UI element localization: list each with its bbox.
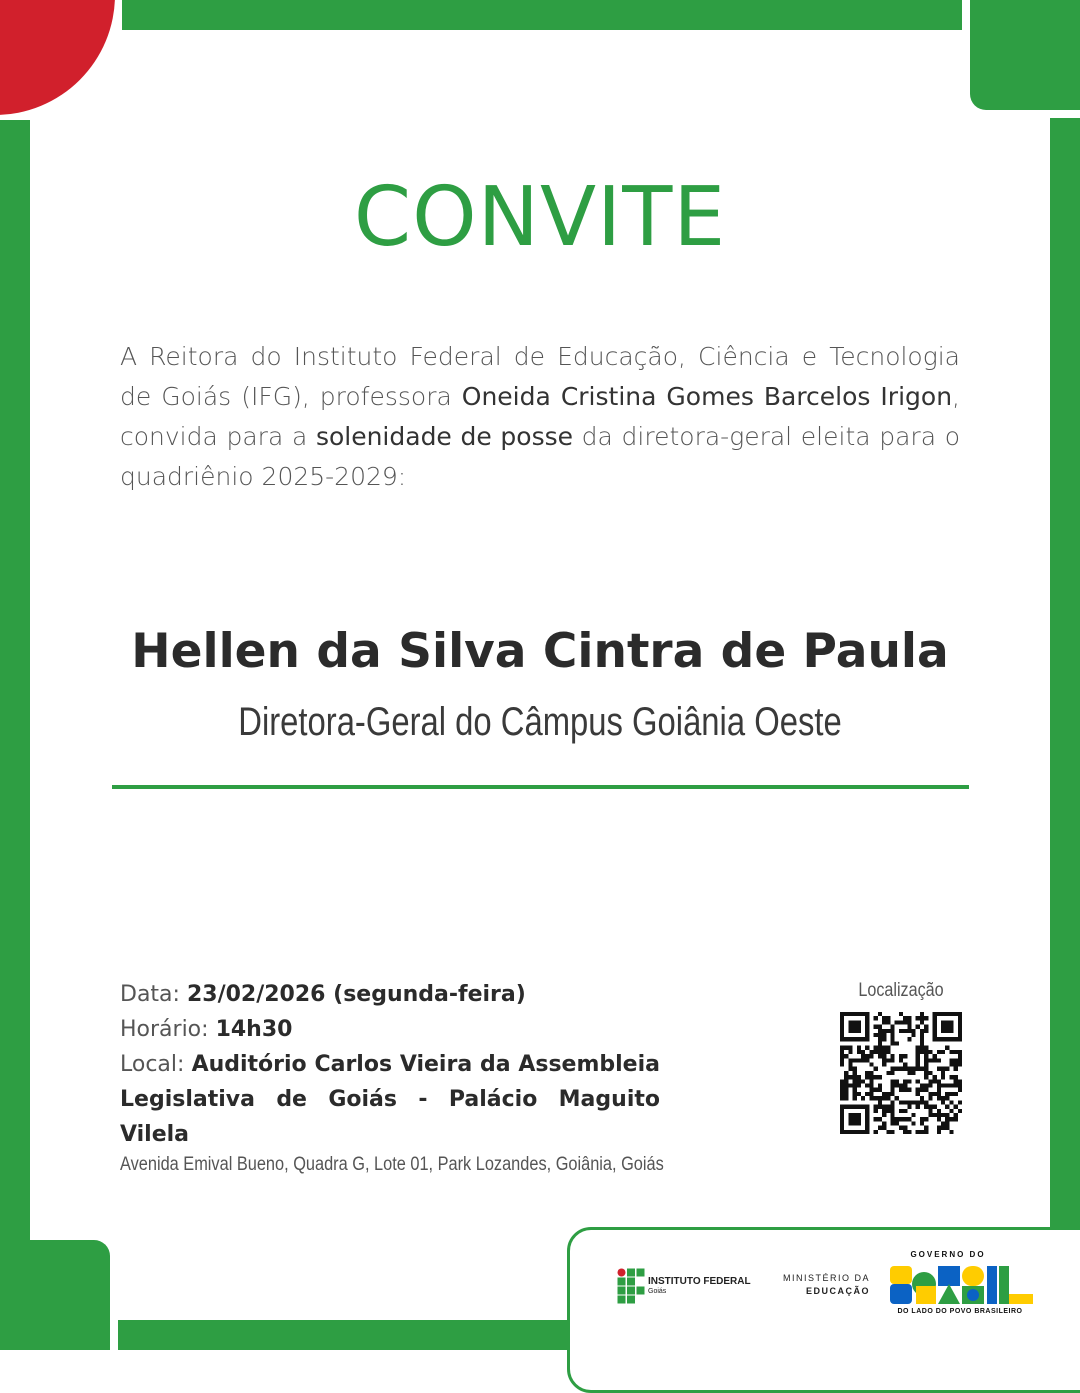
- ifg-grid-icon: [617, 1268, 645, 1304]
- gov-brasil-logo: [888, 1250, 1036, 1320]
- mec-logo: [770, 1272, 870, 1298]
- ifg-subtitle: Goiás: [648, 1288, 667, 1295]
- time-label: Horário:: [120, 1017, 209, 1042]
- ifg-name: INSTITUTO FEDERAL: [648, 1276, 751, 1287]
- qr-label: Localização: [858, 980, 944, 1001]
- mec-line-1: MINISTÉRIO DA: [782, 1273, 870, 1283]
- gov-top-text: GOVERNO DO: [910, 1250, 986, 1259]
- intro-text-1: A Reitora do Instituto Federal de Educação, Ciência e Tecnologia de Goiás (IFG), professora: [120, 342, 960, 411]
- location-label: Local:: [120, 1052, 185, 1077]
- date-label: Data:: [120, 982, 180, 1007]
- intro-paragraph: [120, 337, 960, 497]
- corner-circle-red: [0, 0, 115, 115]
- frame-bottom-bar: [118, 1320, 570, 1350]
- ifg-logo: [617, 1268, 757, 1304]
- time-value: 14h30: [215, 1017, 293, 1042]
- location-value: Auditório Carlos Vieira da Assembleia Legislativa de Goiás - Palácio Maguito Vilela: [120, 1052, 660, 1147]
- intro-text-3: da diretora-geral eleita para o quadriênio 2025-2029:: [120, 422, 960, 491]
- invitation-title: CONVITE: [353, 170, 727, 265]
- event-name: solenidade de posse: [315, 422, 574, 451]
- section-divider: [112, 785, 969, 789]
- brasil-wordmark: [890, 1264, 1036, 1306]
- address-text: Avenida Emival Bueno, Quadra G, Lote 01, Park Lozandes, Goiânia, Goiás: [120, 1154, 664, 1175]
- rector-name: Oneida Cristina Gomes Barcelos Irigon: [461, 382, 953, 411]
- date-value: 23/02/2026 (segunda-feira): [186, 982, 526, 1007]
- intro-text-2: , convida para a: [120, 382, 960, 451]
- corner-block-bottom-left: [0, 1240, 110, 1350]
- gov-bottom-text: DO LADO DO POVO BRASILEIRO: [897, 1308, 1023, 1315]
- honoree-role: Diretora-Geral do Câmpus Goiânia Oeste: [238, 700, 842, 744]
- frame-left-bar: [0, 120, 30, 1240]
- honoree-name: Hellen da Silva Cintra de Paula: [131, 624, 949, 679]
- event-details: [120, 977, 664, 1176]
- date-line: [120, 977, 660, 1012]
- mec-line-2: EDUCAÇÃO: [805, 1286, 870, 1296]
- time-line: [120, 1012, 660, 1047]
- corner-block-top-right: [970, 0, 1080, 110]
- qr-code-icon[interactable]: [840, 1012, 962, 1134]
- frame-top-bar: [122, 0, 962, 30]
- location-line: [120, 1047, 660, 1152]
